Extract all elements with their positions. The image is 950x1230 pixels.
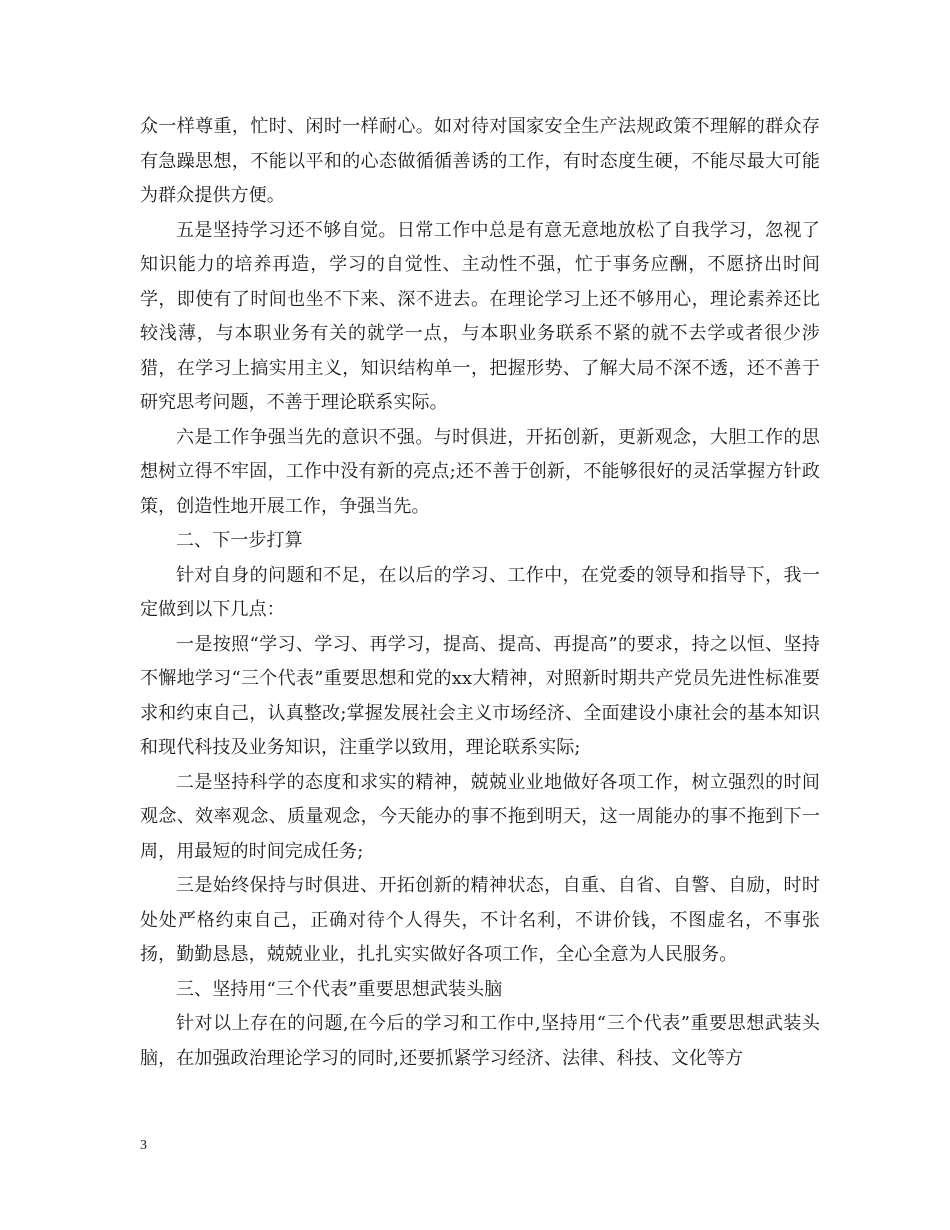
- page-number: 3: [140, 1138, 147, 1153]
- paragraph-3: 六是工作争强当先的意识不强。与时俱进，开拓创新，更新观念，大胆工作的思想树立得不牢固，工作中没有新的亮点;还不善于创新，不能够很好的灵活掌握方针政策，创造性地开展工作，争强当先。: [140, 426, 820, 517]
- paragraph-6: 一是按照“学习、学习、再学习，提高、提高、再提高”的要求，持之以恒、坚持不懈地学习“三个代表”重要思想和党的xx大精神，对照新时期共产党员先进性标准要求和约束自己，认真整改;掌握发展社会主义市场经济、全面建设小康社会的基本知识和现代科技及业务知识，注重学以致用，理论联系实际;: [140, 633, 820, 758]
- section-heading-3: 三、坚持用“三个代表”重要思想武装头脑: [176, 978, 503, 1000]
- section-heading-2: 二、下一步打算: [176, 530, 303, 551]
- paragraph-2: 五是坚持学习还不够自觉。日常工作中总是有意无意地放松了自我学习，忽视了知识能力的培养再造，学习的自觉性、主动性不强，忙于事务应酬，不愿挤出时间学，即使有了时间也坐不下来、深不进去。在理论学习上还不够用心，理论素养还比较浅薄，与本职业务有关的就学一点，与本职业务联系不紧的就不去学或者很少涉猎，在学习上搞实用主义，知识结构单一，把握形势、了解大局不深不透，还不善于研究思考问题，不善于理论联系实际。: [140, 219, 820, 413]
- document-body: [140, 110, 820, 1076]
- paragraph-5: 针对自身的问题和不足，在以后的学习、工作中，在党委的领导和指导下，我一定做到以下几点：: [140, 564, 820, 620]
- paragraph-8: 三是始终保持与时俱进、开拓创新的精神状态，自重、自省、自警、自励，时时处处严格约束自己，正确对待个人得失，不计名利，不讲价钱，不图虚名，不事张扬，勤勤恳恳，兢兢业业，扎扎实实做好各项工作，全心全意为人民服务。: [140, 875, 820, 965]
- paragraph-7: 二是坚持科学的态度和求实的精神，兢兢业业地做好各项工作，树立强烈的时间观念、效率观念、质量观念，今天能办的事不拖到明天，这一周能办的事不拖到下一周，用最短的时间完成任务;: [140, 771, 820, 862]
- paragraph-1: 众一样尊重，忙时、闲时一样耐心。如对待对国家安全生产法规政策不理解的群众存有急躁思想，不能以平和的心态做循循善诱的工作，有时态度生硬，不能尽最大可能为群众提供方便。: [140, 116, 820, 206]
- paragraph-10: 针对以上存在的问题,在今后的学习和工作中,坚持用“三个代表”重要思想武装头脑，在加强政治理论学习的同时,还要抓紧学习经济、法律、科技、文化等方: [140, 1013, 820, 1069]
